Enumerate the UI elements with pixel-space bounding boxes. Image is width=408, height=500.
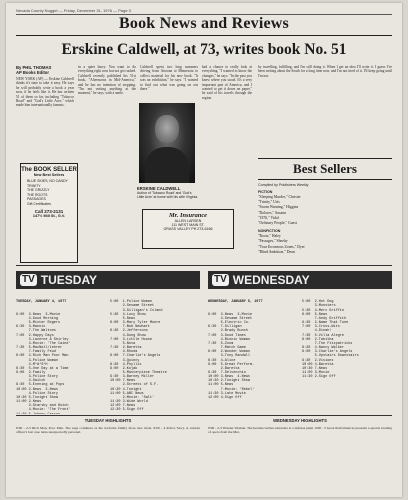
listing-entry: 9:30 2-Visions bbox=[302, 358, 334, 363]
listing-entry: 4-M*A*S*H bbox=[16, 362, 48, 367]
caption-text: Author of 'Tobacco Road' and 'God's Little Acre' at home with his wife Virginia. bbox=[137, 191, 199, 200]
byline-author: By PHIL THOMAS bbox=[16, 65, 52, 70]
listing-entry: 3-Laverne & Shirley bbox=[16, 337, 69, 342]
best-sellers-box bbox=[258, 158, 392, 258]
listing-entry: 5-Electric Co. bbox=[208, 321, 251, 326]
book-seller-ad bbox=[20, 163, 78, 263]
listing-entry: 3-Police Story bbox=[16, 375, 59, 380]
section-banner: Book News and Reviews bbox=[16, 15, 392, 36]
wednesday-listings-col-1 bbox=[208, 292, 298, 414]
listing-entry: 11:00 2-News bbox=[16, 400, 42, 405]
listing-entry: 12:00 4-Sign Off bbox=[208, 395, 242, 400]
caption-name: ERSKINE CALDWELL bbox=[137, 186, 181, 191]
listing-entry: 2-Movie: 'Salt' bbox=[110, 395, 155, 400]
best-sellers-compiled: Compiled by Publishers Weekly bbox=[258, 183, 309, 187]
nonfiction-item: "Roots," Haley bbox=[258, 234, 281, 239]
photo-caption bbox=[137, 187, 199, 200]
listing-entry: 5:00 1-Police Woman bbox=[110, 300, 153, 305]
listing-entry: 12:30 5-Sign Off bbox=[110, 408, 144, 413]
listing-entry: 11:00 5-News bbox=[208, 383, 234, 388]
listing-entry: 7-Movie: 'Rebel' bbox=[208, 387, 255, 392]
article-column-1: NEW YORK (AP) — Erskine Caldwell thinks it's time to take it easy. He says he will probably write a book a year now, if he feels like it. He has written 51 of them so far, including "Tobacco Road" and "God's Little Acre," which made him internationally famous. bbox=[16, 77, 74, 108]
listing-entry: 8:00 7-Charlie's Angels bbox=[110, 354, 161, 359]
listing-entry: 8:00 2-Wonder Woman bbox=[208, 350, 251, 355]
listing-entry: 6:30 2-Name That Tune bbox=[302, 321, 349, 326]
listing-entry: 11:30 2-Sign Off bbox=[302, 375, 336, 380]
list-item: THE ROOTS bbox=[27, 192, 48, 197]
listing-entry: 2-Streets of S.F. bbox=[110, 383, 159, 388]
listing-entry: 6:00 3-Mary Tyler Moore bbox=[110, 321, 161, 326]
running-head: Nevada County Nugget — Friday, December 31, 1976 — Page 3 bbox=[16, 8, 392, 15]
article-column-4: had a chance to really look at everything. "I wanted to know the changes," he says. "In the past you knew where you stood. It's a very important part of America, and I wanted to get it down on paper," he said of his travels through the region. bbox=[202, 65, 252, 100]
fiction-item: "Trinity," Uris bbox=[258, 200, 280, 205]
listing-entry: 4-Movie: 'The Caine' bbox=[16, 341, 71, 346]
list-item: Gift Certificates bbox=[27, 201, 51, 206]
listing-entry: 10:30 4-Tonight bbox=[110, 387, 142, 392]
listing-entry: 7:00 3-Good Times bbox=[208, 333, 246, 338]
listing-entry: 6:30 3-Mannix bbox=[16, 325, 46, 330]
article-column-3: Caldwell spent two long summers driving from Arizona to Minnesota to collect material for his new book. "It was an exhibition," he says. "I wanted to find out what was going on out there." bbox=[140, 65, 198, 92]
listing-entry: 9:00 2-Family bbox=[16, 370, 46, 375]
list-item: TRINITY bbox=[27, 183, 41, 188]
tuesday-listings-col-2 bbox=[110, 292, 200, 414]
listing-entry: 4-Bionic Woman bbox=[208, 337, 251, 342]
listing-entry: 7-Family Feud bbox=[16, 350, 56, 355]
nonfiction-item: "Your Erroneous Zones," Dyer bbox=[258, 244, 305, 249]
listing-entry: 7:30 5-Villa Alegre bbox=[302, 333, 345, 338]
listing-entry: 11:00 3-Movie bbox=[302, 370, 330, 375]
listing-entry: 7-Match Game bbox=[208, 346, 246, 351]
tuesday-date: TUESDAY, JANUARY 4, 1977 bbox=[16, 300, 67, 305]
listing-entry: 9:00 5-Great Perform. bbox=[208, 362, 255, 367]
listing-entry: 6:00 2-News 3-Movie bbox=[208, 312, 253, 317]
fiction-label: FICTION bbox=[258, 190, 273, 194]
fiction-item: "Sleeping Murder," Christie bbox=[258, 195, 301, 199]
listing-entry: 5-Mister Rogers bbox=[16, 321, 61, 326]
book-seller-address: 147½ Mill St., G.V. bbox=[32, 213, 66, 218]
tuesday-listings-col-1 bbox=[16, 292, 106, 414]
section-divider bbox=[16, 265, 392, 266]
listing-entry: 4-Good Morning bbox=[16, 316, 59, 321]
highlights-divider bbox=[16, 415, 392, 416]
fiction-item: "Ordinary People," Guest bbox=[258, 221, 297, 226]
listing-entry: 6:30 2-Jeffersons bbox=[110, 329, 148, 334]
tv-icon: TV bbox=[22, 274, 35, 285]
book-seller-phone: Call 273-2131 bbox=[34, 208, 64, 214]
listing-entry: 5:00 2-Hot Dog bbox=[302, 300, 334, 305]
list-item: PASSAGES bbox=[27, 197, 46, 202]
listing-entry: 3-Tony Randall bbox=[208, 354, 251, 359]
listing-entry: 7:30 5-MacNeil/Lehrer bbox=[16, 346, 63, 351]
listing-entry: 8:30 4-Alice bbox=[208, 358, 236, 363]
listing-entry: 10:00 4-Baretta bbox=[302, 362, 334, 367]
book-seller-list bbox=[27, 179, 77, 207]
tuesday-highlights-text: 8:00 - 2-3 Rich Man, Poor Man. The saga continues as the Jordache family faces new trials. 9:00 - 4 Police Story. A veteran officer's last case turns unexpectedly personal. bbox=[16, 426, 200, 435]
listing-entry: 2-Sesame Street bbox=[110, 304, 155, 309]
wednesday-listings-col-2 bbox=[302, 292, 392, 414]
article-column-2: in a quiet hurry. You want to do everything right now but not get rushed. Caldwell recently published his 51st book, "Afternoons in Mid-America," and he has no intention of stopping. "I'm not writing anything at the moment," he says, with a smile. bbox=[78, 65, 136, 96]
listing-entry: 5-News bbox=[110, 316, 136, 321]
listing-entry: 11:00 5-ABC News bbox=[110, 391, 144, 396]
listing-entry: 5:30 4-Merv Griffin bbox=[302, 308, 345, 313]
listing-entry: 10:30 5-Tonight Show bbox=[16, 395, 59, 400]
listing-entry: 11:30 3-Late Movie bbox=[208, 391, 246, 396]
newspaper-page bbox=[6, 3, 402, 497]
listing-entry: 10:00 7-News bbox=[110, 379, 136, 384]
article-column-5: by travelling, fulfilling, and I'm still doing it. When I get an idea I'll write it. I guess I've been writing about the South for a long time now, and I'm not tired of it. I'll keep going until I'm not. bbox=[258, 65, 392, 78]
listing-entry: 2-Baretta bbox=[208, 366, 240, 371]
listing-entry: 9:30 7-Delvecchio bbox=[208, 370, 246, 375]
tuesday-highlights-title: TUESDAY HIGHLIGHTS bbox=[84, 418, 132, 423]
listing-entry: 12:00 7-News bbox=[110, 404, 136, 409]
listing-entry: 10:00 3-News 4-News bbox=[208, 375, 251, 380]
listing-entry: 4-Switch bbox=[16, 379, 46, 384]
insurance-ad-line-1: ALLEN LARSEN bbox=[174, 219, 202, 223]
listing-entry: 9:00 3-Charlie's Angels bbox=[302, 350, 353, 355]
fiction-item: "Dolores," Susann bbox=[258, 210, 286, 215]
listing-entry: 5-Masterpiece Theatre bbox=[110, 370, 167, 375]
book-seller-name: The BOOK SELLER bbox=[21, 167, 77, 173]
listing-entry: 4-Rhoda bbox=[110, 350, 138, 355]
tv-wednesday-label: WEDNESDAY bbox=[232, 273, 310, 287]
listing-entry: 7:30 2-Baretta bbox=[110, 346, 142, 351]
wednesday-highlights-title: WEDNESDAY HIGHLIGHTS bbox=[273, 418, 327, 423]
listing-entry: 8:30 4-Nancy Walker bbox=[302, 346, 345, 351]
listing-entry: 2-Brady Bunch bbox=[208, 329, 248, 334]
listing-entry: 4-Police Story bbox=[16, 391, 59, 396]
article-byline bbox=[16, 65, 76, 75]
list-item: THE GRIZZLY bbox=[27, 188, 50, 193]
insurance-ad-line-2: 111 WEST MAIN ST. bbox=[171, 223, 205, 227]
nonfiction-item: "Blind Ambition," Dean bbox=[258, 249, 295, 254]
listing-entry: 7:00 3-Little House bbox=[110, 337, 153, 342]
listing-entry: 7-The Waltons bbox=[16, 329, 56, 334]
book-seller-tagline: New Best Sellers bbox=[33, 173, 65, 177]
listing-entry: 7:00 2-Happy Days bbox=[16, 333, 54, 338]
wednesday-highlights-text: 8:00 - 2-3 Wonder Woman. The heroine battles saboteurs at a defense plant. 9:00 - 5 Great Performances presents a special evening of opera from the Met. bbox=[208, 426, 392, 435]
listing-entry: 7:00 3-Cross-Wits bbox=[302, 325, 340, 330]
best-sellers-title: Best Sellers bbox=[258, 158, 392, 180]
listing-entry: 10:30 7-News bbox=[302, 366, 328, 371]
listing-entry bbox=[16, 413, 106, 414]
listing-entry: 8:00 2-Tabitha bbox=[302, 337, 334, 342]
list-item: BLUE SKIES, NO CANDY bbox=[27, 179, 68, 183]
listing-entry: 9:30 5-Evening at Pops bbox=[16, 383, 65, 388]
tv-tuesday-header bbox=[16, 271, 200, 289]
listing-entry: 5-Upstairs Downstairs bbox=[302, 354, 359, 359]
article-headline: Erskine Caldwell, at 73, writes book No. 51 bbox=[61, 41, 347, 58]
listing-entry: 3-Quincy bbox=[110, 358, 140, 363]
author-photo bbox=[139, 103, 195, 183]
nonfiction-label: NONFICTION bbox=[258, 229, 281, 234]
listing-entry: 9:00 2-Kojak bbox=[110, 366, 138, 371]
listing-entry: 5-Nova bbox=[110, 341, 136, 346]
insurance-ad-name: Mr. Insurance bbox=[168, 212, 207, 219]
listing-entry: 11:30 3-Wide World bbox=[110, 400, 148, 405]
listing-entry: 3-Gilligan's Island bbox=[110, 308, 163, 313]
listing-entry: 4-Movie: 'The Front' bbox=[16, 408, 71, 413]
listing-entry: 8:30 4-Phyllis bbox=[110, 362, 142, 367]
listing-entry: 7-Bob Newhart bbox=[110, 325, 150, 330]
insurance-ad-line-3: GRASS VALLEY PH 273-6166 bbox=[163, 227, 213, 231]
listing-entry: 6:30 7-Gilligan bbox=[208, 325, 242, 330]
tv-icon: TV bbox=[214, 274, 227, 285]
listing-entry: 10:30 2-Tonight Show bbox=[208, 379, 251, 384]
listing-entry: 3-Police Woman bbox=[16, 358, 59, 363]
fiction-item: "1876," Vidal bbox=[258, 215, 279, 220]
listing-entry: 6:00 2-News 3-Movie bbox=[16, 312, 61, 317]
listing-entry: 8:00 2-Rich Man Poor Man bbox=[16, 354, 69, 359]
listing-entry: 4-Dinah! bbox=[302, 329, 332, 334]
insurance-ad bbox=[142, 209, 234, 249]
listing-entry: 7-The Fitzpatricks bbox=[302, 341, 353, 346]
listing-entry: 4-Gong Show bbox=[110, 333, 146, 338]
listing-entry: 8:30 5-One Day at a Time bbox=[16, 366, 69, 371]
listing-entry: 5:30 4-Lucy Show bbox=[110, 312, 146, 317]
listing-entry: 9:30 3-Barney Miller bbox=[110, 375, 155, 380]
tv-wednesday-header bbox=[208, 271, 392, 289]
fiction-item: "Storm Warning," Higgins bbox=[258, 205, 299, 210]
nonfiction-item: "Passages," Sheehy bbox=[258, 239, 288, 244]
byline-agency: AP Books Editor bbox=[16, 70, 49, 75]
listing-entry: 6:00 5-News bbox=[302, 312, 328, 317]
tv-tuesday-label: TUESDAY bbox=[40, 273, 98, 287]
listing-entry: 4-Sesame Street bbox=[208, 316, 253, 321]
listing-entry: 3-Starsky and Hutch bbox=[16, 404, 69, 409]
listing-entry: 10:00 2-News 3-News bbox=[16, 387, 59, 392]
listing-entry: 7:30 5-Zoom bbox=[208, 341, 234, 346]
listing-entry: 3-Munsters bbox=[302, 304, 336, 309]
wednesday-date: WEDNESDAY, JANUARY 5, 1977 bbox=[208, 300, 263, 305]
listing-entry: 7-Andy Griffith bbox=[302, 316, 347, 321]
